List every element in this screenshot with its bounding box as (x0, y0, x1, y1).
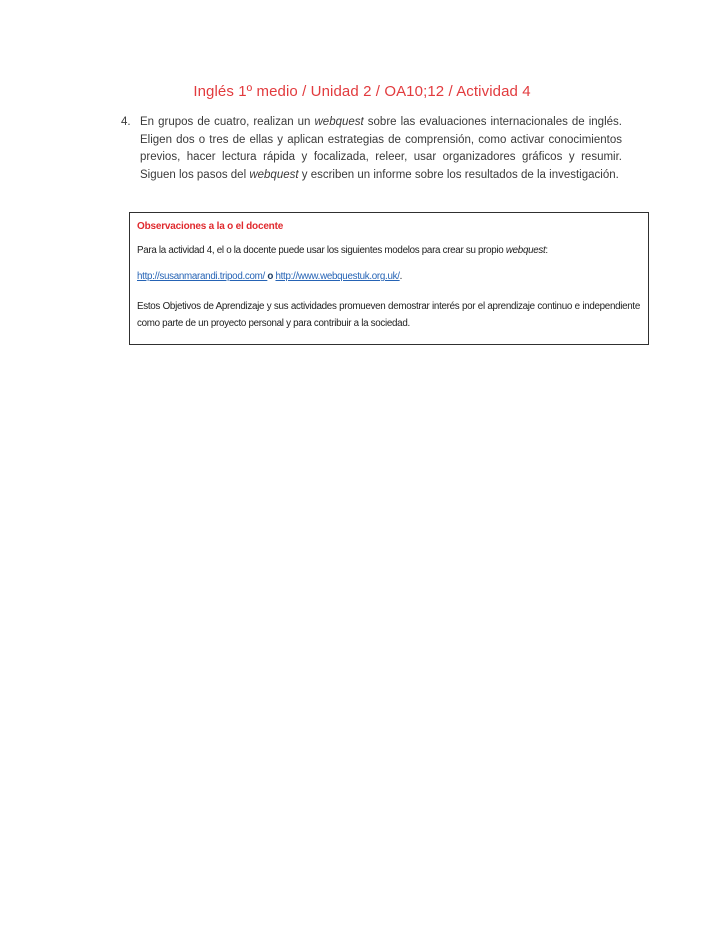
note-box-links-line (137, 271, 640, 282)
activity-text-segment: sobre las evaluaciones internacionales de inglés. Eligen dos o tres de ellas y aplican estrategias de comprensión, como activar conocimientos previos, hacer lectura rápida y focalizada, releer, usar organizadores gráficos y resumir. Siguen los pasos del (140, 116, 622, 181)
docente-note-box (129, 212, 649, 345)
note-box-intro (137, 245, 640, 256)
activity-text-segment: En grupos de cuatro, realizan un (140, 116, 315, 128)
note-intro-segment: Para la actividad 4, el o la docente puede usar los siguientes modelos para crear su propio (137, 245, 506, 256)
webquest-italic-term: webquest (314, 116, 364, 128)
link-webquestuk[interactable]: http://www.webquestuk.org.uk/ (275, 271, 400, 282)
activity-item (121, 114, 622, 184)
page-title: Inglés 1º medio / Unidad 2 / OA10;12 / Actividad 4 (193, 83, 531, 100)
link-susanmarandi-tripod[interactable]: http://susanmarandi.tripod.com/ (137, 271, 268, 282)
activity-number: 4. (121, 116, 131, 128)
links-ending-period: . (399, 271, 403, 282)
note-box-footer: Estos Objetivos de Aprendizaje y sus actividades promueven demostrar interés por el aprendizaje continuo e independiente como parte de un proyecto personal y para contribuir a la sociedad. (137, 301, 640, 329)
activity-text (140, 114, 622, 184)
webquest-italic-term: webquest (505, 245, 546, 256)
webquest-italic-term: webquest (249, 168, 299, 181)
note-intro-segment: : (545, 245, 548, 256)
note-box-heading: Observaciones a la o el docente (137, 221, 284, 232)
activity-text-segment: y escriben un informe sobre los resultados de la investigación. (298, 168, 619, 181)
links-or-separator: o (267, 271, 276, 282)
